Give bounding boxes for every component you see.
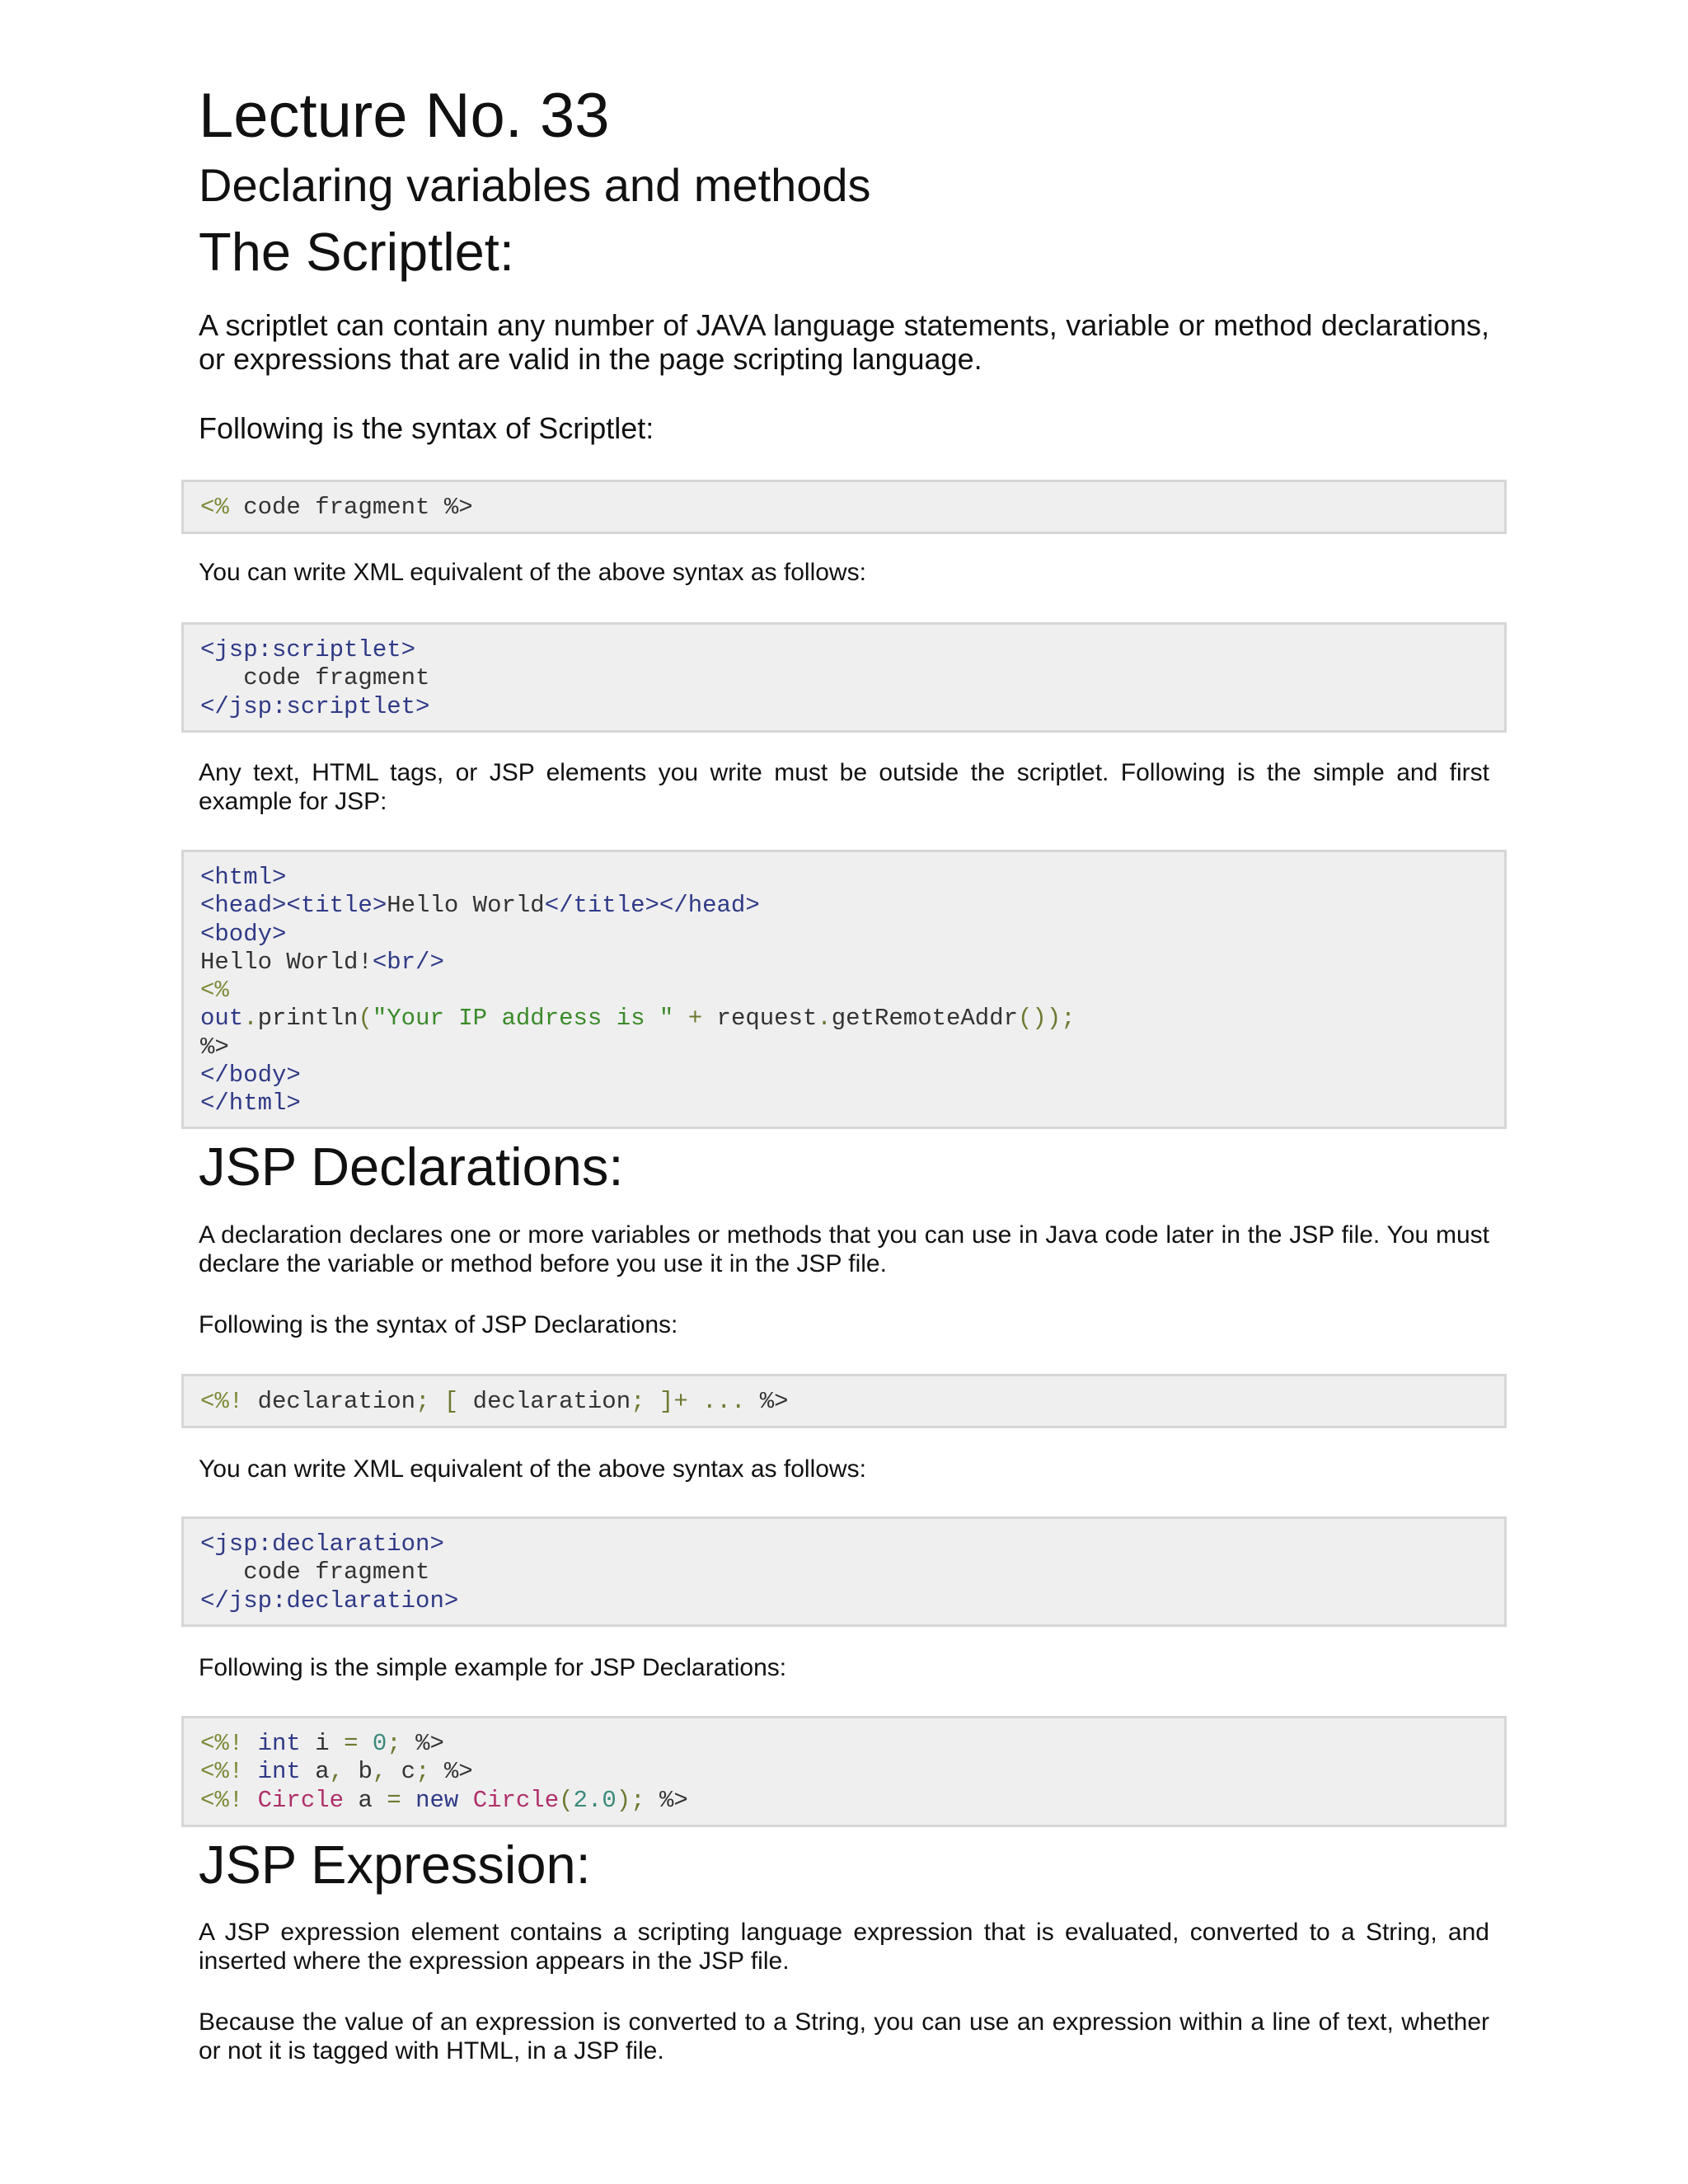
code-token: 2.0 xyxy=(573,1786,617,1814)
expression-heading: JSP Expression: xyxy=(199,1835,591,1895)
code-token: i xyxy=(300,1730,345,1757)
code-token: = xyxy=(344,1730,359,1757)
code-token: Hello World! xyxy=(200,948,373,976)
code-line xyxy=(200,892,1504,920)
code-token: %> xyxy=(429,1758,473,1786)
code-token: request xyxy=(716,1005,818,1033)
code-token: a xyxy=(300,1758,330,1786)
code-line xyxy=(200,494,1504,522)
code-line xyxy=(200,1758,1504,1786)
code-token: "Your IP address is " xyxy=(372,1005,674,1033)
code-token: Circle xyxy=(458,1786,560,1814)
code-line xyxy=(200,1062,1504,1090)
code-token: %> xyxy=(401,1730,444,1757)
code-token: [ xyxy=(429,1388,459,1415)
code-token: <%! xyxy=(200,1786,244,1814)
code-line xyxy=(200,921,1504,949)
code-token: <%! xyxy=(200,1730,244,1757)
code-token: %> xyxy=(645,1786,688,1814)
code-token: <html> xyxy=(200,864,287,891)
code-block xyxy=(181,480,1507,534)
code-token: ); xyxy=(616,1786,645,1814)
scriptlet-note: Any text, HTML tags, or JSP elements you write must be outside the scriptlet. Following is the simple and first example for JSP: xyxy=(199,759,1489,815)
code-token: getRemoteAddr xyxy=(831,1005,1019,1033)
code-token: . xyxy=(243,1005,258,1033)
code-token: </html> xyxy=(200,1090,301,1118)
code-line xyxy=(200,664,1504,692)
code-token: <br/> xyxy=(372,948,444,976)
code-block xyxy=(181,1516,1507,1627)
code-line xyxy=(200,1730,1504,1758)
code-token: ()); xyxy=(1018,1005,1076,1033)
code-token: ( xyxy=(559,1786,574,1814)
scriptlet-intro: A scriptlet can contain any number of JAVA language statements, variable or method declarations, or expressions that are valid in the page scripting language. xyxy=(199,308,1489,376)
code-line xyxy=(200,977,1504,1005)
code-token: ; xyxy=(387,1730,401,1757)
code-token: + xyxy=(673,1005,717,1033)
code-token: b xyxy=(344,1758,373,1786)
code-token: </body> xyxy=(200,1062,301,1090)
code-token: code fragment xyxy=(228,494,444,521)
code-token: Circle xyxy=(243,1786,345,1814)
code-token: <jsp:declaration> xyxy=(200,1530,444,1558)
code-line xyxy=(200,1090,1504,1118)
code-token: %> xyxy=(443,494,473,521)
code-token: code fragment xyxy=(200,664,430,692)
declarations-heading: JSP Declarations: xyxy=(199,1137,624,1197)
code-block xyxy=(181,1374,1507,1428)
code-token: declaration xyxy=(243,1388,416,1415)
code-token: %> xyxy=(200,1033,229,1061)
code-token: </jsp:declaration> xyxy=(200,1586,459,1615)
code-token: . xyxy=(817,1005,832,1033)
code-line xyxy=(200,864,1504,892)
declarations-xml-label: You can write XML equivalent of the above syntax as follows: xyxy=(199,1455,866,1483)
code-line xyxy=(200,949,1504,977)
lecture-title: Lecture No. 33 xyxy=(199,81,610,151)
code-token: <%! xyxy=(200,1758,244,1786)
code-line xyxy=(200,1558,1504,1586)
code-token: <body> xyxy=(200,920,287,948)
code-line xyxy=(200,1530,1504,1558)
code-token: ; xyxy=(415,1388,430,1415)
code-token: c xyxy=(387,1758,416,1786)
code-token: 0 xyxy=(358,1730,387,1757)
code-token: Hello World xyxy=(387,892,545,920)
code-token: %> xyxy=(745,1388,789,1415)
code-token: ]+ ... xyxy=(645,1388,746,1415)
code-token: <%! xyxy=(200,1388,244,1415)
code-line xyxy=(200,693,1504,721)
code-token: </title></head> xyxy=(544,892,760,920)
code-block xyxy=(181,622,1507,733)
code-block xyxy=(181,1716,1507,1827)
code-token: declaration xyxy=(458,1388,631,1415)
code-line xyxy=(200,1388,1504,1416)
code-token: , xyxy=(329,1758,345,1786)
code-token: ; xyxy=(415,1758,430,1786)
expression-detail: Because the value of an expression is converted to a String, you can use an expression within a line of text, whether or not it is tagged with HTML, in a JSP file. xyxy=(199,2008,1489,2064)
code-token: <jsp:scriptlet> xyxy=(200,636,416,663)
scriptlet-syntax-label: Following is the syntax of Scriptlet: xyxy=(199,411,654,445)
scriptlet-heading: The Scriptlet: xyxy=(199,222,514,282)
code-token: , xyxy=(372,1758,387,1786)
scriptlet-xml-label: You can write XML equivalent of the above syntax as follows: xyxy=(199,559,866,586)
code-token: <head><title> xyxy=(200,892,387,920)
lecture-subtitle: Declaring variables and methods xyxy=(199,159,871,211)
code-token: int xyxy=(243,1758,301,1786)
code-token: ; xyxy=(631,1388,645,1415)
code-line xyxy=(200,1587,1504,1615)
code-token: new xyxy=(401,1786,459,1814)
expression-intro: A JSP expression element contains a scripting language expression that is evaluated, converted to a String, and inserted where the expression appears in the JSP file. xyxy=(199,1919,1489,1975)
declarations-intro: A declaration declares one or more variables or methods that you can use in Java code later in the JSP file. You must declare the variable or method before you use it in the JSP file. xyxy=(199,1221,1489,1277)
code-token: out xyxy=(200,1005,244,1033)
code-block xyxy=(181,850,1507,1129)
code-token: = xyxy=(387,1786,401,1814)
code-token: int xyxy=(243,1730,301,1757)
code-token: <% xyxy=(200,494,229,521)
code-line xyxy=(200,1033,1504,1062)
code-token: code fragment xyxy=(200,1558,430,1586)
declarations-example-label: Following is the simple example for JSP Declarations: xyxy=(199,1654,787,1681)
code-token: ( xyxy=(358,1005,373,1033)
code-line xyxy=(200,636,1504,664)
code-token: </jsp:scriptlet> xyxy=(200,692,430,720)
code-line xyxy=(200,1005,1504,1033)
declarations-syntax-label: Following is the syntax of JSP Declarations: xyxy=(199,1311,678,1338)
code-token: println xyxy=(257,1005,359,1033)
code-token: a xyxy=(344,1786,387,1814)
code-token: <% xyxy=(200,977,229,1005)
code-line xyxy=(200,1787,1504,1815)
